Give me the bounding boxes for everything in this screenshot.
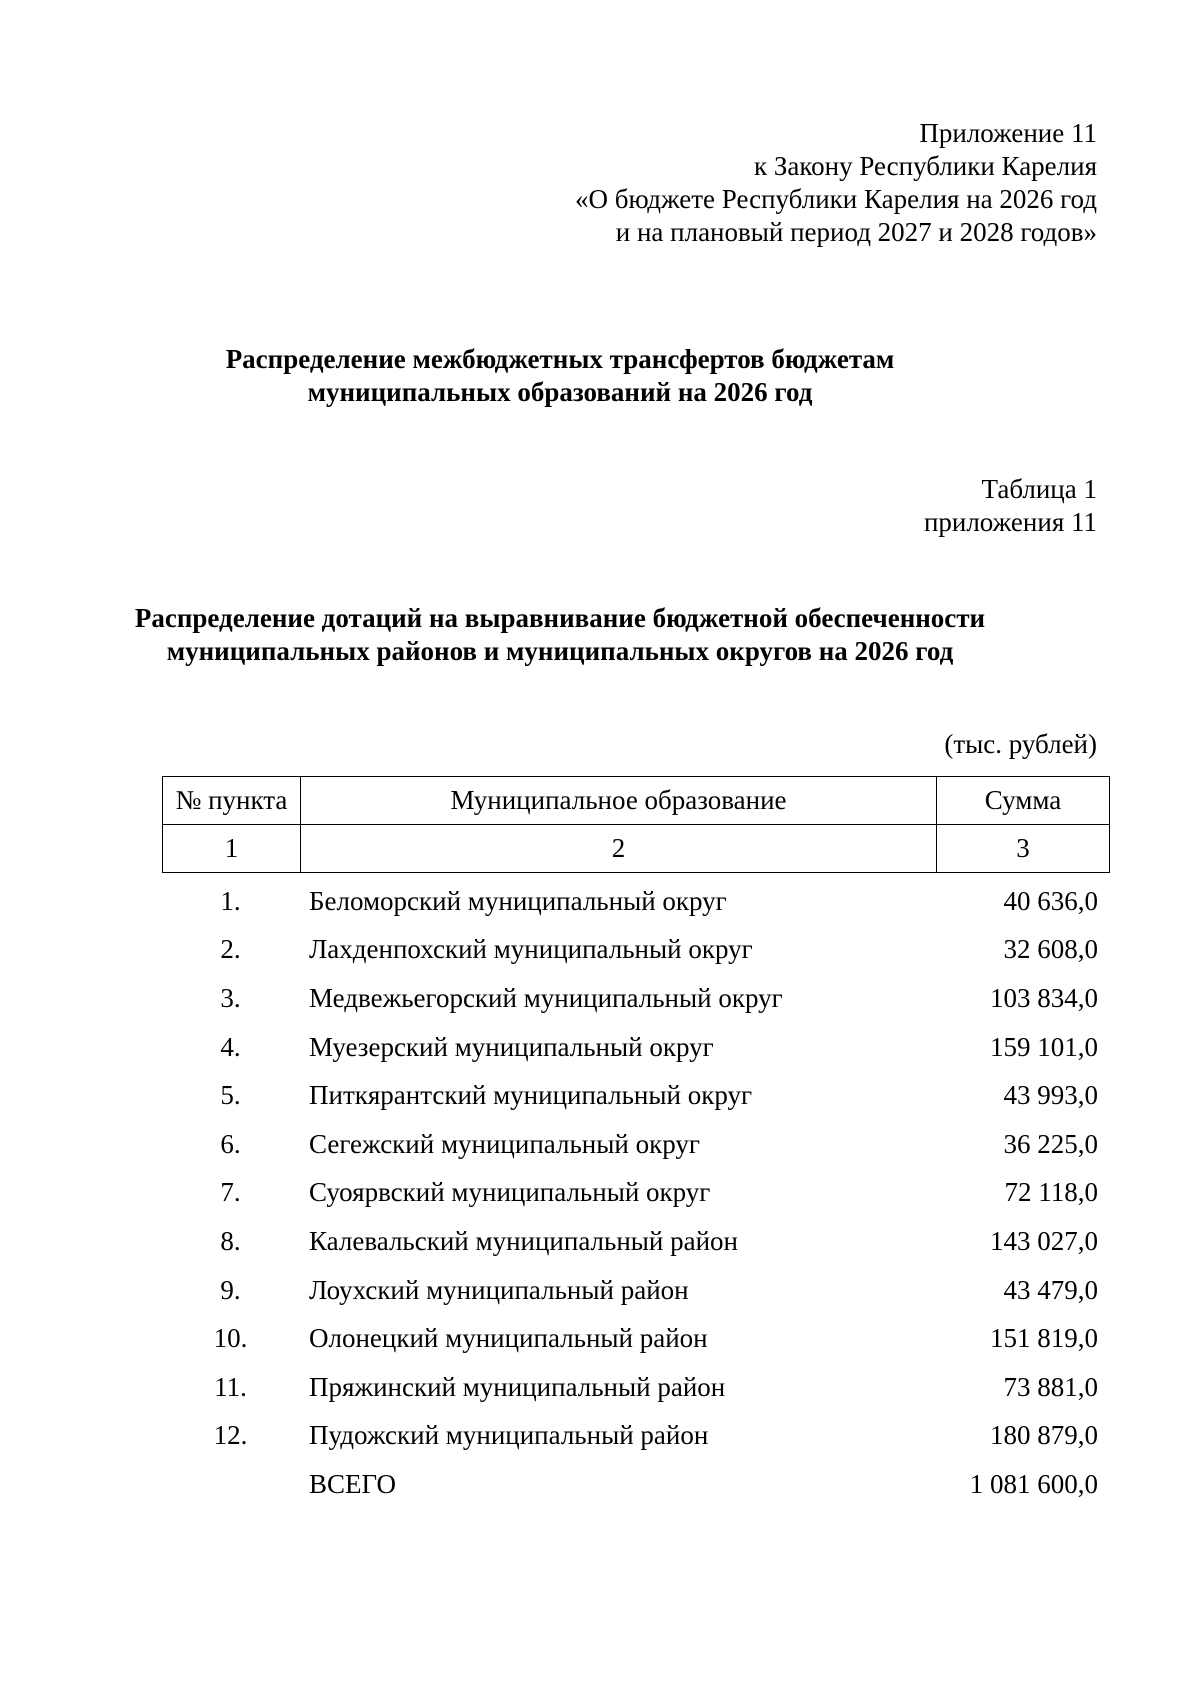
- row-sum: 32 608,0: [1003, 934, 1098, 965]
- total-sum: 1 081 600,0: [969, 1468, 1098, 1499]
- table-row: [162, 1363, 1106, 1412]
- row-municipality: Калевальский муниципальный район: [309, 1225, 738, 1256]
- row-municipality: Пряжинский муниципальный район: [309, 1371, 726, 1402]
- table-row: [162, 974, 1106, 1023]
- row-sum: 72 118,0: [1004, 1177, 1098, 1208]
- table-header: [162, 776, 1110, 873]
- annex-header: [575, 117, 1097, 249]
- row-municipality: Лахденпохский муниципальный округ: [309, 934, 753, 965]
- table-row: [162, 926, 1106, 975]
- row-sum: 180 879,0: [990, 1420, 1098, 1451]
- row-number: 2.: [220, 934, 241, 965]
- table-row: [162, 1412, 1106, 1461]
- main-title-line-1: Распределение межбюджетных трансфертов бюджетам: [225, 344, 895, 374]
- header-row: [163, 777, 1110, 825]
- row-number: 7.: [220, 1177, 241, 1208]
- row-number: 5.: [220, 1080, 241, 1111]
- table-row: [162, 1071, 1106, 1120]
- table-row: [162, 1314, 1106, 1363]
- main-title-line-2: муниципальных образований на 2026 год: [307, 377, 813, 407]
- row-sum: 36 225,0: [1003, 1128, 1098, 1159]
- table-title-line-1: Распределение дотаций на выравнивание бюджетной обеспеченности: [134, 603, 986, 633]
- annex-line-1: Приложение 11: [919, 118, 1097, 148]
- row-number: 11.: [214, 1371, 247, 1402]
- annex-line-4: и на плановый период 2027 и 2028 годов»: [615, 217, 1097, 247]
- total-row: [162, 1460, 1106, 1509]
- table-row: [162, 877, 1106, 926]
- header-cell-municipality: Муниципальное образование: [301, 777, 937, 825]
- table-body: [162, 877, 1106, 1509]
- row-sum: 159 101,0: [990, 1031, 1098, 1062]
- table-title-line-2: муниципальных районов и муниципальных округов на 2026 год: [166, 636, 954, 666]
- table-row: [162, 1120, 1106, 1169]
- table-row: [162, 1266, 1106, 1315]
- row-sum: 40 636,0: [1003, 885, 1098, 916]
- row-sum: 151 819,0: [990, 1323, 1098, 1354]
- row-number: 10.: [213, 1323, 248, 1354]
- column-number-2: 2: [301, 825, 937, 873]
- row-municipality: Олонецкий муниципальный район: [309, 1323, 708, 1354]
- row-number: 4.: [220, 1031, 241, 1062]
- column-number-1: 1: [163, 825, 301, 873]
- row-municipality: Питкярантский муниципальный округ: [309, 1080, 753, 1111]
- row-number: 8.: [220, 1225, 241, 1256]
- row-sum: 43 479,0: [1003, 1274, 1098, 1305]
- annex-line-2: к Закону Республики Карелия: [754, 151, 1097, 181]
- annex-line-3: «О бюджете Республики Карелия на 2026 год: [574, 184, 1097, 214]
- row-number: 6.: [220, 1128, 241, 1159]
- table-row: [162, 1169, 1106, 1218]
- row-sum: 43 993,0: [1003, 1080, 1098, 1111]
- row-municipality: Суоярвский муниципальный округ: [309, 1177, 711, 1208]
- header-cell-sum: Сумма: [937, 777, 1110, 825]
- header-cell-number: № пункта: [163, 777, 301, 825]
- row-number: 12.: [213, 1420, 248, 1451]
- row-municipality: Лоухский муниципальный район: [309, 1274, 689, 1305]
- row-number: 3.: [220, 982, 241, 1013]
- total-label: ВСЕГО: [309, 1468, 396, 1499]
- row-municipality: Беломорский муниципальный округ: [309, 885, 727, 916]
- table-row: [162, 1217, 1106, 1266]
- row-municipality: Сегежский муниципальный округ: [309, 1128, 700, 1159]
- row-municipality: Пудожский муниципальный район: [309, 1420, 709, 1451]
- row-number: 1.: [220, 885, 241, 916]
- units-label: (тыс. рублей): [944, 729, 1097, 759]
- table-row: [162, 1023, 1106, 1072]
- table-title: [0, 602, 1160, 668]
- row-sum: 103 834,0: [990, 982, 1098, 1013]
- column-number-3: 3: [937, 825, 1110, 873]
- row-sum: 73 881,0: [1003, 1371, 1098, 1402]
- column-number-row: [163, 825, 1110, 873]
- table-reference: [924, 473, 1097, 539]
- row-sum: 143 027,0: [990, 1225, 1098, 1256]
- table-ref-line-2: приложения 11: [923, 507, 1097, 537]
- main-title: [0, 343, 1160, 409]
- table-ref-line-1: Таблица 1: [981, 474, 1097, 504]
- row-municipality: Медвежьегорский муниципальный округ: [309, 982, 783, 1013]
- row-municipality: Муезерский муниципальный округ: [309, 1031, 714, 1062]
- row-number: 9.: [220, 1274, 241, 1305]
